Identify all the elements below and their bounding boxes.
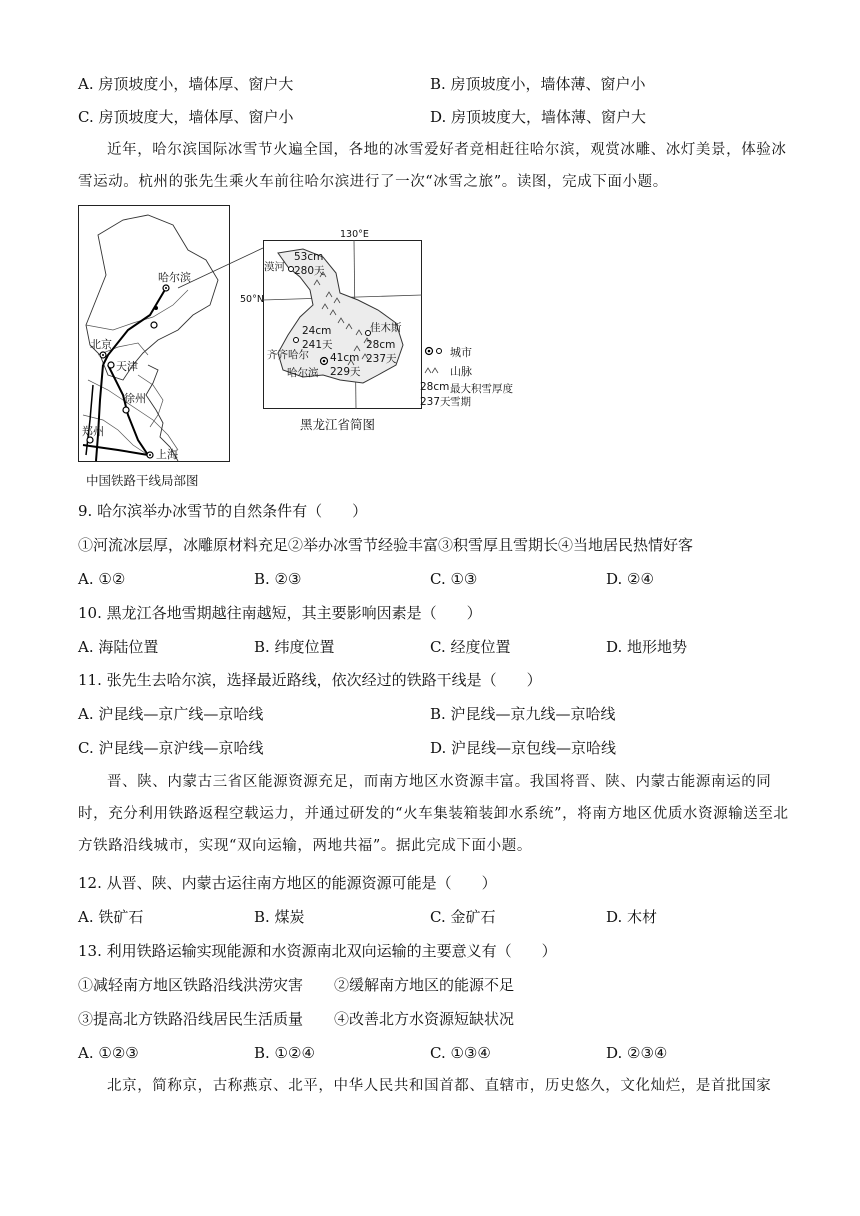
q9-choices: ①河流冰层厚，冰雕原材料充足②举办冰雪节经验丰富③积雪厚且雪期长④当地居民热情好客 [78,536,694,554]
q11-stem: 11. 张先生去哈尔滨，选择最近路线，依次经过的铁路干线是（ ） [78,671,542,689]
q11-option-c: C. 沪昆线—京沪线—京哈线 [78,739,264,757]
jiamusi-depth: 28cm [366,339,396,351]
label-qiqihar: 齐齐哈尔 [267,349,309,361]
label-shanghai: 上海 [156,448,178,461]
legend-mountain-label: 山脉 [450,365,472,378]
harbin-depth: 41cm [330,352,360,364]
q12-option-c: C. 金矿石 [430,908,496,926]
q10-option-a: A. 海陆位置 [78,638,159,656]
q9-option-c: C. ①③ [430,570,478,588]
jiamusi-days: 237天 [366,353,397,365]
q12-option-b: B. 煤炭 [254,908,305,926]
q13-choice-4: ④改善北方水资源短缺状况 [334,1010,515,1028]
q13-stem: 13. 利用铁路运输实现能源和水资源南北双向运输的主要意义有（ ） [78,942,557,960]
label-harbin-right: 哈尔滨 [287,367,319,379]
q11-option-b: B. 沪昆线—京九线—京哈线 [430,705,616,723]
q10-option-d: D. 地形地势 [606,638,688,656]
map-figure [78,205,538,495]
city-marker-qiqihar [294,338,299,343]
q10-option-b: B. 纬度位置 [254,638,335,656]
q13-choice-1: ①减轻南方地区铁路沿线洪涝灾害 [78,976,304,994]
city-marker-mohe [289,267,294,272]
legend-city-label: 城市 [450,346,472,359]
q13-option-d: D. ②③④ [606,1044,668,1062]
q8-option-c: C. 房顶坡度大，墙体厚、窗户小 [78,108,294,126]
q12-stem: 12. 从晋、陕、内蒙古运往南方地区的能源资源可能是（ ） [78,874,497,892]
label-jiamusi: 佳木斯 [370,322,402,334]
q9-stem: 9. 哈尔滨举办冰雪节的自然条件有（ ） [78,502,368,520]
label-tianjin: 天津 [116,360,138,373]
q8-option-b: B. 房顶坡度小，墙体薄、窗户小 [430,75,646,93]
q12-option-d: D. 木材 [606,908,658,926]
q13-option-b: B. ①②④ [254,1044,315,1062]
q9-option-d: D. ②④ [606,570,654,588]
passage-harbin-ice-festival: 近年，哈尔滨国际冰雪节火遍全国，各地的冰雪爱好者竞相赶往哈尔滨，观赏冰雕、冰灯美景，体验冰雪运动。杭州的张先生乘火车前往哈尔滨进行了一次“冰雪之旅”。读图，完成下面小题。 [78,142,787,190]
legend-depth-label: 最大积雪厚度 [450,383,513,395]
qiqihar-days: 241天 [302,339,333,351]
label-xuzhou: 徐州 [124,392,146,405]
q10-option-c: C. 经度位置 [430,638,511,656]
legend-mountain-symbol [425,368,438,373]
latitude-label: 50°N [240,294,264,305]
q13-choice-2: ②缓解南方地区的能源不足 [334,976,515,994]
label-zhengzhou: 郑州 [82,425,104,438]
q13-option-c: C. ①③④ [430,1044,491,1062]
mohe-days: 280天 [294,265,325,277]
passage-energy-water-transport: 晋、陕、内蒙古三省区能源资源充足，而南方地区水资源丰富。我国将晋、陕、内蒙古能源南运的同时，充分利用铁路返程空载运力，并通过研发的“火车集装箱装卸水系统”，将南方地区优质水资源输送至北方铁路沿线城市，实现“双向运输，两地共福”。据此完成下面小题。 [78,774,789,854]
heilongjiang-map-caption: 黑龙江省简图 [300,417,376,432]
q11-option-d: D. 沪昆线—京包线—京哈线 [430,739,617,757]
longitude-label: 130°E [340,229,369,240]
passage-beijing: 北京，简称京，古称燕京、北平，中华人民共和国首都、直辖市，历史悠久，文化灿烂，是首批国家 [107,1078,772,1094]
mohe-depth: 53cm [294,251,324,263]
city-marker-tianjin [108,362,114,368]
q13-option-a: A. ①②③ [78,1044,139,1062]
legend-example-depth: 28cm [420,381,450,393]
q8-option-d: D. 房顶坡度大，墙体薄、窗户大 [430,108,647,126]
q13-choice-3: ③提高北方铁路沿线居民生活质量 [78,1010,304,1028]
city-marker-xuzhou [123,407,129,413]
q8-option-a: A. 房顶坡度小，墙体厚、窗户大 [78,75,294,93]
q9-option-b: B. ②③ [254,570,302,588]
qiqihar-depth: 24cm [302,325,332,337]
label-mohe: 漠河 [264,261,285,273]
legend-example-days: 237天 [420,396,451,408]
railway-map-caption: 中国铁路干线局部图 [86,473,199,488]
q10-stem: 10. 黑龙江各地雪期越往南越短，其主要影响因素是（ ） [78,604,482,622]
q9-option-a: A. ①② [78,570,126,588]
legend-days-label: 雪期 [450,396,471,408]
harbin-days: 229天 [330,366,361,378]
q12-option-a: A. 铁矿石 [78,908,144,926]
label-harbin: 哈尔滨 [158,271,191,284]
q11-option-a: A. 沪昆线—京广线—京哈线 [78,705,264,723]
label-beijing: 北京 [90,338,112,351]
